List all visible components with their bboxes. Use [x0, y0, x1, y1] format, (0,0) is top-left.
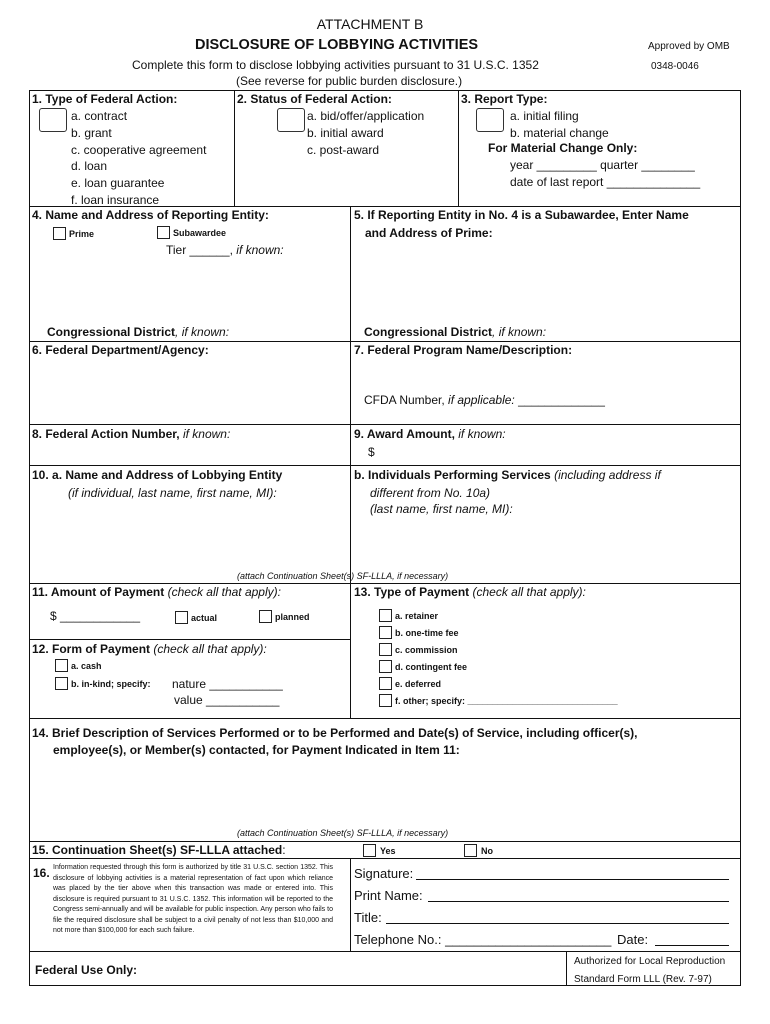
- cash-label: a. cash: [71, 661, 102, 671]
- award-amount-dollar[interactable]: $: [368, 445, 375, 459]
- continuation-no-checkbox[interactable]: [464, 844, 477, 857]
- section3-entry-box[interactable]: [476, 108, 504, 132]
- district-label: Congressional District: [364, 325, 493, 339]
- section9-text: 9. Award Amount,: [354, 427, 455, 441]
- list-item: f. loan insurance: [71, 192, 160, 207]
- subawardee-label: Subawardee: [173, 228, 227, 238]
- other-label[interactable]: f. other; specify: ______________________________: [395, 696, 618, 706]
- year-quarter-field[interactable]: year _________ quarter ________: [510, 158, 695, 172]
- contingent-fee-label: d. contingent fee: [395, 662, 467, 672]
- tier-field[interactable]: [166, 243, 284, 257]
- list-item: b. material change: [510, 125, 609, 140]
- divider: [29, 341, 741, 342]
- cfda-label: CFDA Number,: [364, 393, 445, 407]
- list-item: a. initial filing: [510, 109, 579, 123]
- divider: [29, 858, 741, 859]
- material-change-label: For Material Change Only:: [488, 141, 638, 155]
- deferred-checkbox[interactable]: [379, 677, 392, 690]
- onetime-fee-checkbox[interactable]: [379, 626, 392, 639]
- section14-label: 14. Brief Description of Services Performed or to be Performed and Date(s) of Service, including officer(s),: [32, 726, 638, 740]
- section14-label-2: employee(s), or Member(s) contacted, for Payment Indicated in Item 11:: [53, 743, 460, 757]
- section13-label: [354, 585, 586, 599]
- section15-label: [32, 843, 286, 857]
- section6-label: 6. Federal Department/Agency:: [32, 343, 209, 357]
- section12-text: 12. Form of Payment: [32, 642, 151, 656]
- list-item: a. bid/offer/application: [307, 109, 425, 123]
- date-label: Date:: [617, 932, 649, 947]
- prime-checkbox[interactable]: [53, 227, 66, 240]
- list-item: b. initial award: [307, 125, 384, 140]
- actual-label: actual: [191, 613, 218, 623]
- section10b-paren-3: (last name, first name, MI):: [370, 502, 513, 516]
- list-item: e. loan guarantee: [71, 176, 165, 191]
- section12-check: (check all that apply):: [153, 642, 267, 656]
- section8-text: 8. Federal Action Number,: [32, 427, 180, 441]
- federal-use-label: Federal Use Only:: [35, 963, 138, 977]
- print-name-line[interactable]: [428, 901, 729, 902]
- section2-label: 2. Status of Federal Action:: [237, 92, 392, 106]
- inkind-checkbox[interactable]: [55, 677, 68, 690]
- section10a-label: 10. a. Name and Address of Lobbying Entity: [32, 468, 283, 482]
- district-label: Congressional District: [47, 325, 176, 339]
- divider: [29, 639, 351, 640]
- col-divider: [458, 90, 459, 207]
- section12-label: [32, 642, 267, 656]
- frame-left: [29, 90, 30, 986]
- frame-right: [740, 90, 741, 986]
- col-divider: [350, 858, 351, 952]
- commission-checkbox[interactable]: [379, 643, 392, 656]
- section8-if-known: if known:: [182, 427, 231, 441]
- omb-approved: Approved by OMB: [648, 41, 730, 52]
- form-title: DISCLOSURE OF LOBBYING ACTIVITIES: [195, 37, 479, 53]
- cfda-if-applicable: if applicable:: [448, 393, 515, 407]
- signature-line[interactable]: [416, 879, 729, 880]
- telephone-field[interactable]: Telephone No.: _______________________: [354, 932, 612, 947]
- planned-label: planned: [275, 612, 310, 622]
- section10b-text: b. Individuals Performing Services: [354, 468, 551, 482]
- title-label: Title:: [354, 910, 382, 925]
- divider: [29, 465, 741, 466]
- district-if-known: , if known:: [175, 325, 230, 339]
- divider: [29, 841, 741, 842]
- commission-label: c. commission: [395, 645, 458, 655]
- section9-label: [354, 427, 506, 441]
- col-divider: [350, 206, 351, 719]
- list-item: c. cooperative agreement: [71, 142, 207, 157]
- subawardee-checkbox[interactable]: [157, 226, 170, 239]
- nature-field[interactable]: nature ___________: [172, 677, 283, 691]
- value-field[interactable]: value ___________: [174, 693, 280, 707]
- section7-label: 7. Federal Program Name/Description:: [354, 343, 573, 357]
- date-line[interactable]: [655, 945, 729, 946]
- tier-text: Tier ______,: [166, 243, 233, 257]
- planned-checkbox[interactable]: [259, 610, 272, 623]
- section16-number: 16.: [33, 866, 50, 880]
- list-item: d. loan: [71, 159, 108, 174]
- section10b-paren-2: different from No. 10a): [370, 486, 491, 500]
- district-if-known: , if known:: [492, 325, 547, 339]
- section10b-paren: (including address if: [554, 468, 661, 482]
- form-instruction: Complete this form to disclose lobbying activities pursuant to 31 U.S.C. 1352: [132, 58, 539, 72]
- section10b-label: [354, 468, 661, 482]
- continuation-note: (attach Continuation Sheet(s) SF-LLLA, if necessary): [237, 828, 449, 838]
- prime-label: Prime: [69, 229, 95, 239]
- cash-checkbox[interactable]: [55, 659, 68, 672]
- divider: [29, 718, 741, 719]
- section13-check: (check all that apply):: [472, 585, 586, 599]
- section2-options: [307, 108, 424, 158]
- omb-number: 0348-0046: [651, 61, 699, 72]
- section11-label: [32, 585, 281, 599]
- section3-options: [510, 108, 609, 142]
- reverse-note: (See reverse for public burden disclosure.): [236, 74, 463, 88]
- cfda-field[interactable]: [364, 393, 605, 407]
- section5-label: 5. If Reporting Entity in No. 4 is a Subawardee, Enter Name: [354, 208, 689, 222]
- section15-colon: :: [282, 843, 286, 857]
- other-checkbox[interactable]: [379, 694, 392, 707]
- list-item: a. contract: [71, 109, 128, 123]
- retainer-label: a. retainer: [395, 611, 439, 621]
- continuation-yes-checkbox[interactable]: [363, 844, 376, 857]
- section5-district: [364, 325, 546, 339]
- section8-label: [32, 427, 230, 441]
- divider: [29, 424, 741, 425]
- section10a-sub: (if individual, last name, first name, MI):: [68, 486, 277, 500]
- col-divider: [234, 90, 235, 207]
- attachment-label: ATTACHMENT B: [316, 16, 424, 32]
- section4-label: 4. Name and Address of Reporting Entity:: [32, 208, 269, 222]
- signature-label: Signature:: [354, 866, 414, 881]
- deferred-label: e. deferred: [395, 679, 442, 689]
- section13-text: 13. Type of Payment: [354, 585, 470, 599]
- continuation-yes-label: Yes: [380, 846, 396, 856]
- list-item: c. post-award: [307, 142, 380, 157]
- section2-entry-box[interactable]: [277, 108, 305, 132]
- continuation-note: (attach Continuation Sheet(s) SF-LLLA, if necessary): [237, 571, 449, 581]
- print-name-label: Print Name:: [354, 888, 423, 903]
- inkind-label: b. in-kind; specify:: [71, 679, 151, 689]
- title-line[interactable]: [386, 923, 729, 924]
- list-item: b. grant: [71, 125, 112, 140]
- section15-text: 15. Continuation Sheet(s) SF-LLLA attached: [32, 843, 283, 857]
- cfda-blank: _____________: [518, 393, 605, 407]
- divider: [29, 583, 741, 584]
- retainer-checkbox[interactable]: [379, 609, 392, 622]
- payment-amount-field[interactable]: $ ____________: [50, 609, 141, 623]
- section16-disclosure-text: Information requested through this form is authorized by title 31 U.S.C. section 1352. This disclosure of lobbying activities is a material representation of fact upon which reliance was placed by the tier above when this transaction was made or entered into. This disclosure is required pursuant to 31 U.S.C. 1352. This information will be reported to the Congress semi-annually and will be available for public inspection. Any person who fails to file the required disclosure shall be subject to a civil penalty of not less than $10,000 and not more than $100,000 for each such failure.: [53, 864, 333, 934]
- section1-options: [71, 108, 206, 209]
- actual-checkbox[interactable]: [175, 611, 188, 624]
- divider: [29, 951, 741, 952]
- contingent-fee-checkbox[interactable]: [379, 660, 392, 673]
- frame-top: [29, 90, 741, 91]
- continuation-no-label: No: [481, 846, 493, 856]
- section11-text: 11. Amount of Payment: [32, 585, 165, 599]
- col-divider: [566, 951, 567, 986]
- section4-district: [47, 325, 229, 339]
- section3-label: 3. Report Type:: [461, 92, 548, 106]
- authorized-reproduction: Authorized for Local Reproduction: [574, 956, 726, 967]
- section11-check: (check all that apply):: [167, 585, 281, 599]
- section1-label: 1. Type of Federal Action:: [32, 92, 178, 106]
- standard-form-number: Standard Form LLL (Rev. 7-97): [574, 974, 712, 985]
- tier-if-known: if known:: [236, 243, 284, 257]
- section1-entry-box[interactable]: [39, 108, 67, 132]
- frame-bottom: [29, 985, 741, 986]
- section5-label-2: and Address of Prime:: [365, 226, 493, 240]
- section9-if-known: if known:: [458, 427, 506, 441]
- onetime-fee-label: b. one-time fee: [395, 628, 459, 638]
- last-report-date-field[interactable]: date of last report ______________: [510, 175, 701, 189]
